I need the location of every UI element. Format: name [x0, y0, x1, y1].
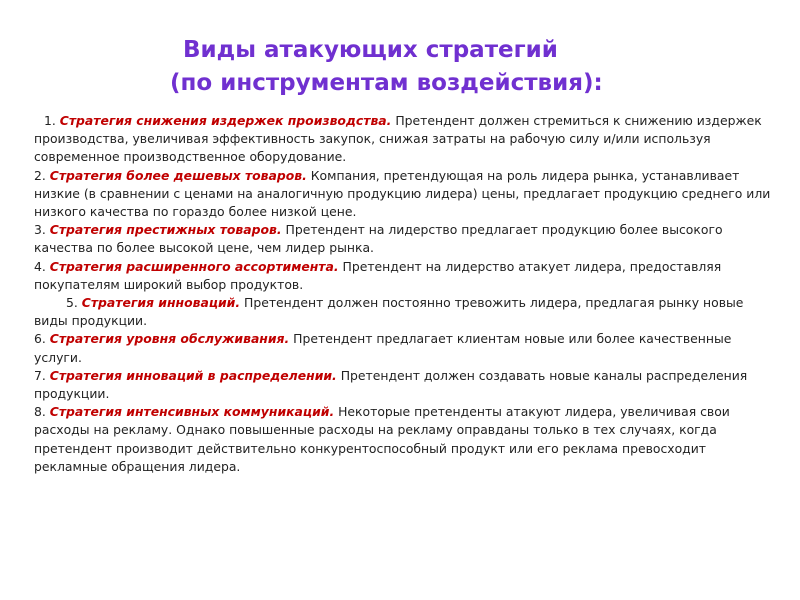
strategy-description: Некоторые претенденты атакуют лидера, увеличивая свои расходы на рекламу. Однако повышенные расходы на рекламу оправданы только в тех случаях, когда претендент производит действительно конкурентоспособный продукт или его реклама превосходит рекламные обращения лидера. [34, 404, 730, 474]
strategy-list [34, 112, 780, 476]
strategy-item-7 [34, 367, 780, 403]
slide-title-line-2: (по инструментам воздействия): [170, 70, 603, 96]
strategy-item-3 [34, 221, 780, 257]
strategy-name: Стратегия снижения издержек производства. [59, 113, 392, 128]
item-number: 2. [34, 167, 46, 183]
strategy-name: Стратегия уровня обслуживания. [49, 331, 290, 347]
strategy-item-6 [34, 330, 780, 366]
slide-title-line-1: Виды атакующих стратегий [183, 37, 558, 63]
strategy-item-5 [34, 294, 780, 330]
strategy-name: Стратегия более дешевых товаров. [49, 167, 307, 183]
strategy-description: Компания, претендующая на роль лидера рынка, устанавливает низкие (в сравнении с ценами на аналогичную продукцию лидера) цены, предлагает продукцию среднего или низкого качества по гораздо более низкой цене. [34, 167, 771, 220]
slide-title [0, 34, 800, 100]
strategy-description: Претендент должен постоянно тревожить лидера, предлагая рынку новые виды продукции. [34, 295, 744, 329]
strategy-description: Претендент должен стремиться к снижению издержек производства, увеличивая эффективность закупок, снижая затраты на рабочую силу и/или используя современное производственное оборудование. [34, 113, 762, 165]
strategy-name: Стратегия интенсивных коммуникаций. [49, 404, 335, 420]
strategy-item-8 [34, 403, 780, 476]
strategy-name: Стратегия инноваций. [81, 295, 241, 311]
strategy-description: Претендент должен создавать новые каналы распределения продукции. [34, 367, 748, 402]
item-number: 5. [66, 295, 78, 311]
strategy-name: Стратегия престижных товаров. [49, 222, 282, 238]
item-number: 1. [44, 113, 56, 128]
item-number: 8. [34, 404, 46, 420]
strategy-name: Стратегия инноваций в распределении. [49, 367, 337, 383]
strategy-description: Претендент на лидерство предлагает продукцию более высокого качества по более высокой цене, чем лидер рынка. [34, 222, 723, 256]
strategy-item-4 [34, 258, 780, 294]
strategy-description: Претендент предлагает клиентам новые или более качественные услуги. [34, 331, 732, 365]
strategy-name: Стратегия расширенного ассортимента. [49, 258, 339, 274]
item-number: 3. [34, 222, 46, 238]
item-number: 7. [34, 367, 46, 383]
strategy-item-1 [34, 112, 780, 167]
item-number: 6. [34, 331, 46, 347]
item-number: 4. [34, 258, 46, 274]
strategy-description: Претендент на лидерство атакует лидера, предоставляя покупателям широкий выбор продуктов. [34, 258, 722, 292]
strategy-item-2 [34, 167, 780, 222]
